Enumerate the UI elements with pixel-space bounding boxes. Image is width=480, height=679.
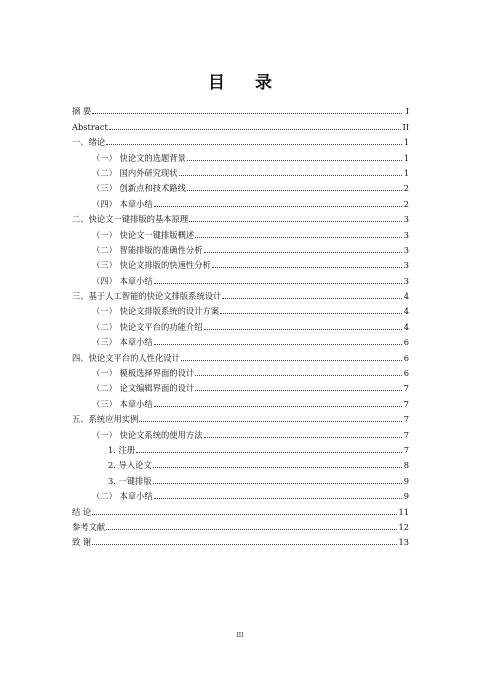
toc-entry-page: 2 bbox=[403, 198, 409, 209]
toc-entry-label: （四） 本章小结 bbox=[92, 198, 153, 209]
toc-entry-label: （二） 国内外研究现状 bbox=[92, 167, 178, 178]
dot-leader bbox=[195, 374, 402, 376]
toc-entry-page: 7 bbox=[403, 398, 409, 409]
toc-entry[interactable] bbox=[72, 209, 409, 224]
toc-entry-page: 11 bbox=[398, 506, 409, 517]
toc-entry-page: 4 bbox=[403, 321, 409, 332]
dot-leader bbox=[220, 312, 402, 314]
toc-entry[interactable] bbox=[72, 178, 409, 193]
dot-leader bbox=[109, 128, 402, 130]
toc-entry-label: 1. 注册 bbox=[108, 444, 136, 455]
toc-entry[interactable] bbox=[72, 270, 409, 285]
toc-entry-label: （三） 本章小结 bbox=[92, 337, 153, 348]
toc-entry[interactable] bbox=[72, 409, 409, 424]
toc-entry[interactable] bbox=[72, 163, 409, 178]
toc-entry[interactable] bbox=[72, 378, 409, 393]
toc-entry-page: II bbox=[402, 121, 409, 132]
toc-entry-page: 7 bbox=[403, 444, 409, 455]
dot-leader bbox=[189, 220, 402, 222]
toc-entry-label: （二） 快论文平台的功能介绍 bbox=[92, 321, 203, 332]
toc-entry-page: 3 bbox=[403, 244, 409, 255]
toc-entry[interactable] bbox=[72, 393, 409, 408]
toc-entry-label: （二） 论文编辑界面的设计 bbox=[92, 383, 195, 394]
toc-entry[interactable] bbox=[72, 455, 409, 470]
toc-entry-label: （三） 创新点和技术路线 bbox=[92, 183, 186, 194]
toc-entry-page: 3 bbox=[403, 229, 409, 240]
toc-entry-page: 3 bbox=[403, 260, 409, 271]
dot-leader bbox=[153, 482, 402, 484]
dot-leader bbox=[154, 205, 402, 207]
toc-entry[interactable] bbox=[72, 486, 409, 501]
toc-entry-page: 12 bbox=[398, 521, 409, 532]
toc-entry[interactable] bbox=[72, 224, 409, 239]
toc-entry-label: （一） 快论文系统的使用方法 bbox=[92, 429, 203, 440]
toc-entry-page: 9 bbox=[403, 491, 409, 502]
toc-entry-label: （一） 快论文的选题背景 bbox=[92, 152, 186, 163]
dot-leader bbox=[106, 143, 402, 145]
dot-leader bbox=[204, 328, 403, 330]
toc-entry-page: 3 bbox=[403, 275, 409, 286]
toc-entry-label: 二、快论文一键排版的基本原理 bbox=[72, 214, 189, 225]
toc-entry-page: 2 bbox=[403, 183, 409, 194]
toc-entry[interactable] bbox=[72, 240, 409, 255]
toc-entry-page: 6 bbox=[403, 368, 409, 379]
dot-leader bbox=[187, 159, 402, 161]
toc-entry[interactable] bbox=[72, 301, 409, 316]
toc-entry-page: 4 bbox=[403, 306, 409, 317]
toc-entry-label: （二） 智能排版的准确性分析 bbox=[92, 244, 203, 255]
toc-entry-page: I bbox=[405, 106, 409, 117]
toc-entry-page: 6 bbox=[403, 352, 409, 363]
toc-entry-page: 7 bbox=[403, 429, 409, 440]
toc-entry-label: （三） 快论文排版的快速性分析 bbox=[92, 260, 211, 271]
dot-leader bbox=[154, 343, 402, 345]
toc-entry-label: （一） 快论文排版系统的设计方案 bbox=[92, 306, 220, 317]
toc-entry-page: 6 bbox=[403, 337, 409, 348]
dot-leader bbox=[92, 543, 397, 545]
dot-leader bbox=[179, 174, 402, 176]
dot-leader bbox=[195, 389, 402, 391]
dot-leader bbox=[153, 466, 402, 468]
toc-entry-label: 五、系统应用实例 bbox=[72, 414, 139, 425]
toc-entry-label: （三） 本章小结 bbox=[92, 398, 153, 409]
dot-leader bbox=[154, 497, 402, 499]
toc-entry-page: 9 bbox=[403, 475, 409, 486]
toc-entry-page: 4 bbox=[403, 291, 409, 302]
toc-entry[interactable] bbox=[72, 517, 409, 532]
toc-entry-label: （一） 模板选择界面的设计 bbox=[92, 368, 195, 379]
page-number: III bbox=[236, 632, 244, 639]
toc-entry[interactable] bbox=[72, 501, 409, 516]
toc-entry-page: 1 bbox=[403, 152, 409, 163]
toc-entry-page: 7 bbox=[403, 414, 409, 425]
toc-entry-label: （二） 本章小结 bbox=[92, 491, 153, 502]
toc-entry-label: 结 论 bbox=[72, 506, 92, 517]
toc-entry[interactable] bbox=[72, 363, 409, 378]
toc-entry-label: 三、基于人工智能的快论文排版系统设计 bbox=[72, 291, 222, 302]
toc-title: 目 录 bbox=[208, 73, 284, 93]
toc-entry-label: Abstract bbox=[72, 121, 108, 132]
dot-leader bbox=[154, 405, 402, 407]
dot-leader bbox=[181, 359, 402, 361]
dot-leader bbox=[139, 420, 402, 422]
toc-entry-label: （四） 本章小结 bbox=[92, 275, 153, 286]
toc-entry[interactable] bbox=[72, 255, 409, 270]
dot-leader bbox=[92, 112, 402, 114]
toc-entry-page: 8 bbox=[403, 460, 409, 471]
dot-leader bbox=[222, 297, 402, 299]
toc-entry-label: 一、绪论 bbox=[72, 137, 106, 148]
toc-entry-label: 3. 一键排版 bbox=[108, 475, 152, 486]
toc-entry-page: 3 bbox=[403, 214, 409, 225]
toc-entry-page: 7 bbox=[403, 383, 409, 394]
toc-entry[interactable] bbox=[72, 470, 409, 485]
dot-leader bbox=[195, 236, 402, 238]
toc-entry[interactable] bbox=[72, 332, 409, 347]
dot-leader bbox=[154, 282, 402, 284]
toc-entry[interactable] bbox=[72, 532, 409, 547]
toc-entry[interactable] bbox=[72, 193, 409, 208]
toc-entry[interactable] bbox=[72, 347, 409, 362]
toc-entry[interactable] bbox=[72, 440, 409, 455]
toc-entry[interactable] bbox=[72, 316, 409, 331]
dot-leader bbox=[187, 189, 402, 191]
toc-entry[interactable] bbox=[72, 101, 409, 116]
dot-leader bbox=[106, 528, 397, 530]
toc-entry-label: 参考文献 bbox=[72, 521, 106, 532]
toc-entry-page: 13 bbox=[398, 537, 409, 548]
toc-entry[interactable] bbox=[72, 132, 409, 147]
dot-leader bbox=[92, 513, 397, 515]
toc-entry-label: 致 谢 bbox=[72, 537, 92, 548]
toc-entry-page: 1 bbox=[403, 167, 409, 178]
dot-leader bbox=[136, 451, 402, 453]
toc-entry[interactable] bbox=[72, 286, 409, 301]
toc-entry[interactable] bbox=[72, 116, 409, 131]
toc-entry[interactable] bbox=[72, 147, 409, 162]
toc-entry[interactable] bbox=[72, 424, 409, 439]
toc-entry-page: 1 bbox=[403, 137, 409, 148]
toc-entry-label: 2. 导入论文 bbox=[108, 460, 152, 471]
toc-entry-label: 四、快论文平台的人性化设计 bbox=[72, 352, 180, 363]
table-of-contents bbox=[72, 101, 409, 547]
toc-entry-label: （一） 快论文一键排版概述 bbox=[92, 229, 195, 240]
dot-leader bbox=[204, 436, 403, 438]
dot-leader bbox=[204, 251, 403, 253]
dot-leader bbox=[212, 266, 402, 268]
toc-entry-label: 摘 要 bbox=[72, 106, 92, 117]
